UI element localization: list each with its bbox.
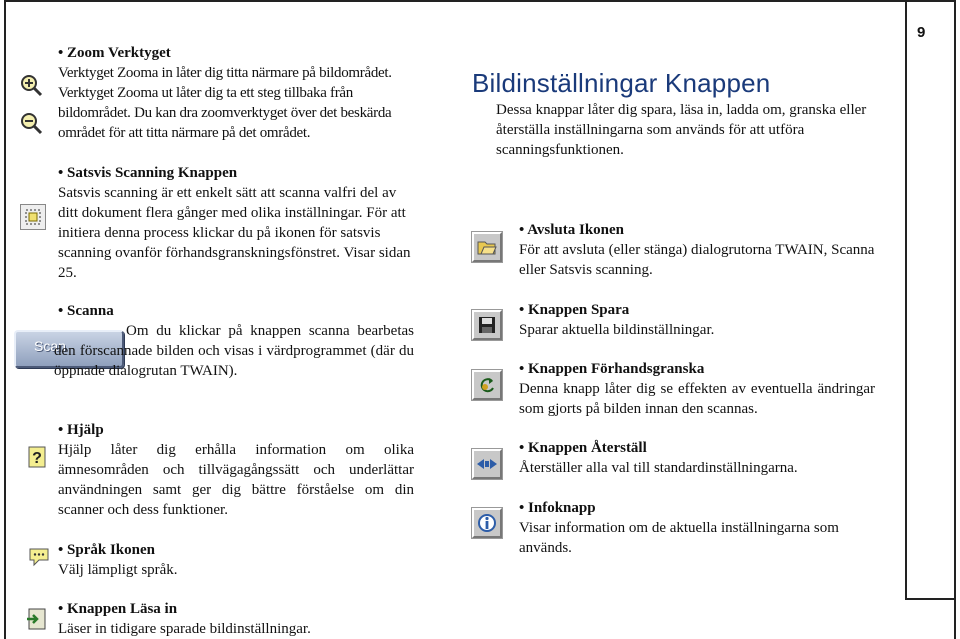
page-number: 9 [917, 24, 926, 41]
exit-icon [477, 238, 497, 256]
preview-button[interactable] [472, 370, 502, 400]
section-zoom [58, 43, 414, 143]
section-body: Visar information om de aktuella inställningarna som används. [519, 520, 839, 556]
section-title: • Infoknapp [519, 498, 879, 518]
section-save [519, 300, 879, 340]
section-body: Denna knapp låter dig se effekten av eventuella ändringar som gjorts på bilden innan den scannas. [519, 381, 875, 417]
exit-button[interactable] [472, 232, 502, 262]
section-language [58, 540, 414, 580]
section-body: För att avsluta (eller stänga) dialogrutorna TWAIN, Scanna eller Satsvis scanning. [519, 242, 875, 278]
reset-icon [476, 457, 498, 471]
zoom-in-icon[interactable] [18, 72, 44, 98]
help-icon[interactable] [24, 444, 50, 470]
section-title: • Satsvis Scanning Knappen [58, 163, 414, 183]
section-batch-scan [58, 163, 414, 283]
section-body: Hjälp låter dig erhålla information om olika ämnesområden och tillvägagångssätt och underlättar användningen samt ger dig bättre förståelse om din scanner och dess funktioner. [58, 442, 414, 518]
batch-scan-icon[interactable] [20, 204, 46, 230]
section-reset [519, 438, 879, 478]
section-body: Satsvis scanning är ett enkelt sätt att scanna valfri del av ditt dokument flera gånger med olika inställningar. För att initiera denna process klickar du på ikonen för satsvis scanning ovanför förhandsgranskningsfönstret. Visar sidan 25. [58, 185, 411, 281]
section-title: • Knappen Förhandsgranska [519, 359, 875, 379]
section-title: • Språk Ikonen [58, 540, 414, 560]
section-title: • Zoom Verktyget [58, 43, 414, 63]
language-icon[interactable] [26, 544, 52, 570]
section-title: • Hjälp [58, 420, 414, 440]
section-body: Verktyget Zooma in låter dig titta närmare på bildområdet. Verktyget Zooma ut låter dig ta ett steg tillbaka från bildområdet. Du kan dra zoomverktyget över det beskärda området för att titta närmare på det området. [58, 65, 392, 141]
scan-button[interactable]: Scan [14, 330, 124, 368]
section-help [58, 420, 414, 520]
preview-icon [477, 376, 497, 394]
reset-button[interactable] [472, 449, 502, 479]
info-button[interactable] [472, 508, 502, 538]
load-icon[interactable] [24, 606, 50, 632]
section-title: • Knappen Spara [519, 300, 879, 320]
page-border-left [4, 0, 6, 639]
page-title: Bildinställningar Knappen [472, 68, 771, 98]
page-number-box-bottom [905, 598, 956, 600]
section-preview [519, 359, 875, 419]
svg-text:?: ? [32, 450, 42, 467]
section-exit [519, 220, 879, 280]
section-body: Om du klickar på knappen scanna bearbetas den förscannade bilden och visas i värdprogrammet (där du öppnade dialogrutan TWAIN). [54, 323, 414, 379]
section-title: • Knappen Läsa in [58, 599, 414, 619]
intro-text: Dessa knappar låter dig spara, läsa in, ladda om, granska eller återställa inställningarna som används för att utföra scanningsfunktionen. [496, 102, 867, 158]
section-title: • Knappen Återställ [519, 438, 879, 458]
page-number-box-left [905, 0, 907, 600]
section-body: Återställer alla val till standardinställningarna. [519, 460, 798, 476]
page-border-right [954, 0, 956, 639]
page-border-top [4, 0, 956, 2]
section-scan [54, 301, 414, 381]
zoom-out-icon[interactable] [18, 110, 44, 136]
section-body: Sparar aktuella bildinställningar. [519, 322, 715, 338]
section-load [58, 599, 414, 639]
save-icon [478, 316, 496, 334]
section-body: Läser in tidigare sparade bildinställningar. [58, 621, 311, 637]
info-icon [478, 512, 496, 534]
section-title: • Scanna [58, 301, 414, 321]
section-info [519, 498, 879, 558]
section-title: • Avsluta Ikonen [519, 220, 879, 240]
save-button[interactable] [472, 310, 502, 340]
section-body: Välj lämpligt språk. [58, 562, 178, 578]
